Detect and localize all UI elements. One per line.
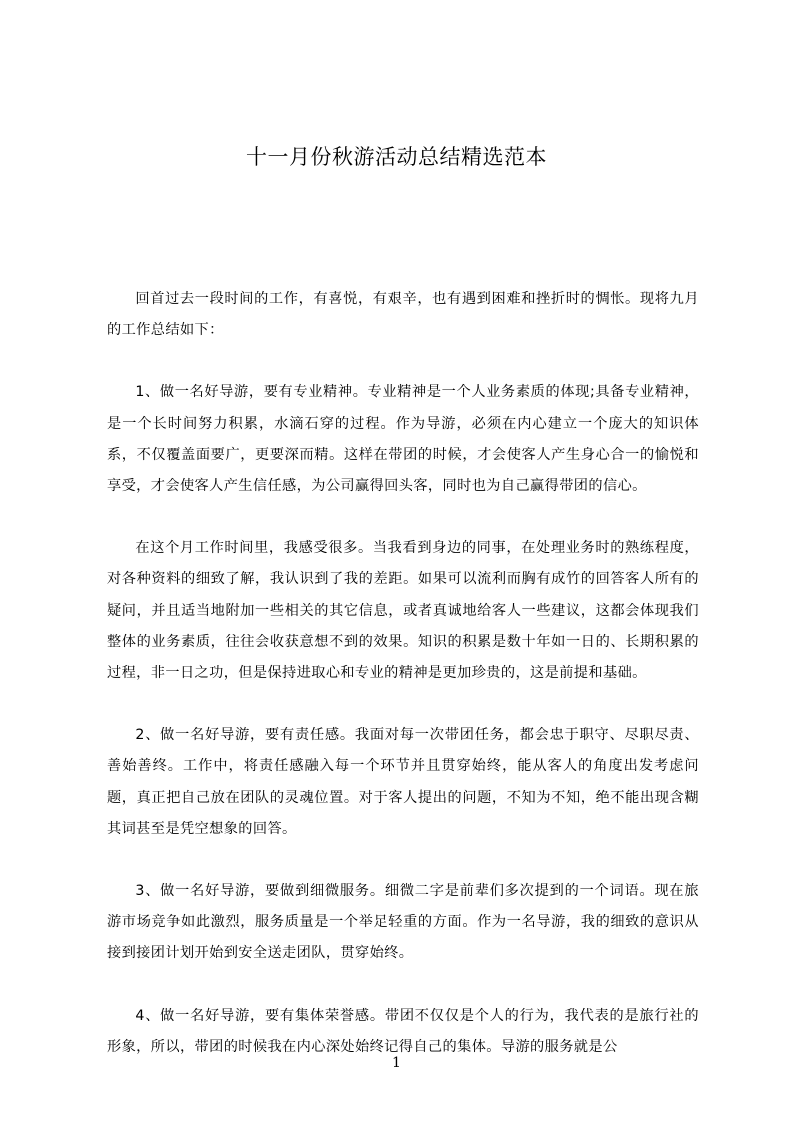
- paragraph-professional-spirit: 1、做一名好导游，要有专业精神。专业精神是一个人业务素质的体现;具备专业精神，是一个长时间努力积累，水滴石穿的过程。作为导游，必须在内心建立一个庞大的知识体系，不仅覆盖面要广，更要深而精。这样在带团的时候，才会使客人产生身心合一的愉悦和享受，才会使客人产生信任感，为公司赢得回头客，同时也为自己赢得带团的信心。: [107, 384, 699, 495]
- paragraph-detailed-service: 3、做一名好导游，要做到细微服务。细微二字是前辈们多次提到的一个词语。现在旅游市场竞争如此激烈，服务质量是一个举足轻重的方面。作为一名导游，我的细致的意识从接到接团计划开始到安全送走团队，贯穿始终。: [107, 883, 699, 962]
- document-body: [107, 284, 699, 1094]
- page-title: 十一月份秋游活动总结精选范本: [246, 145, 547, 169]
- paragraph-intro: 回首过去一段时间的工作，有喜悦，有艰辛，也有遇到困难和挫折时的惆怅。现将九月的工作总结如下：: [107, 291, 699, 339]
- paragraph-responsibility: 2、做一名好导游，要有责任感。我面对每一次带团任务，都会忠于职守、尽职尽责、善始善终。工作中，将责任感融入每一个环节并且贯穿始终，能从客人的角度出发考虑问题，真正把自己放在团队的灵魂位置。对于客人提出的问题，不知为不知，绝不能出现含糊其词甚至是凭空想象的回答。: [107, 727, 699, 837]
- paragraph-collective-honor: 4、做一名好导游，要有集体荣誉感。带团不仅仅是个人的行为，我代表的是旅行社的形象，所以，带团的时候我在内心深处始终记得自己的集体。导游的服务就是公: [107, 1007, 699, 1055]
- paragraph-monthly-reflection: 在这个月工作时间里，我感受很多。当我看到身边的同事，在处理业务时的熟练程度，对各种资料的细致了解，我认识到了我的差距。如果可以流利而胸有成竹的回答客人所有的疑问，并且适当地附加一些相关的其它信息，或者真诚地给客人一些建议，这都会体现我们整体的业务素质，往往会收获意想不到的效果。知识的积累是数十年如一日的、长期积累的过程，非一日之功，但是保持进取心和专业的精神是更加珍贵的，这是前提和基础。: [107, 540, 699, 682]
- page-number: 1: [392, 1055, 401, 1071]
